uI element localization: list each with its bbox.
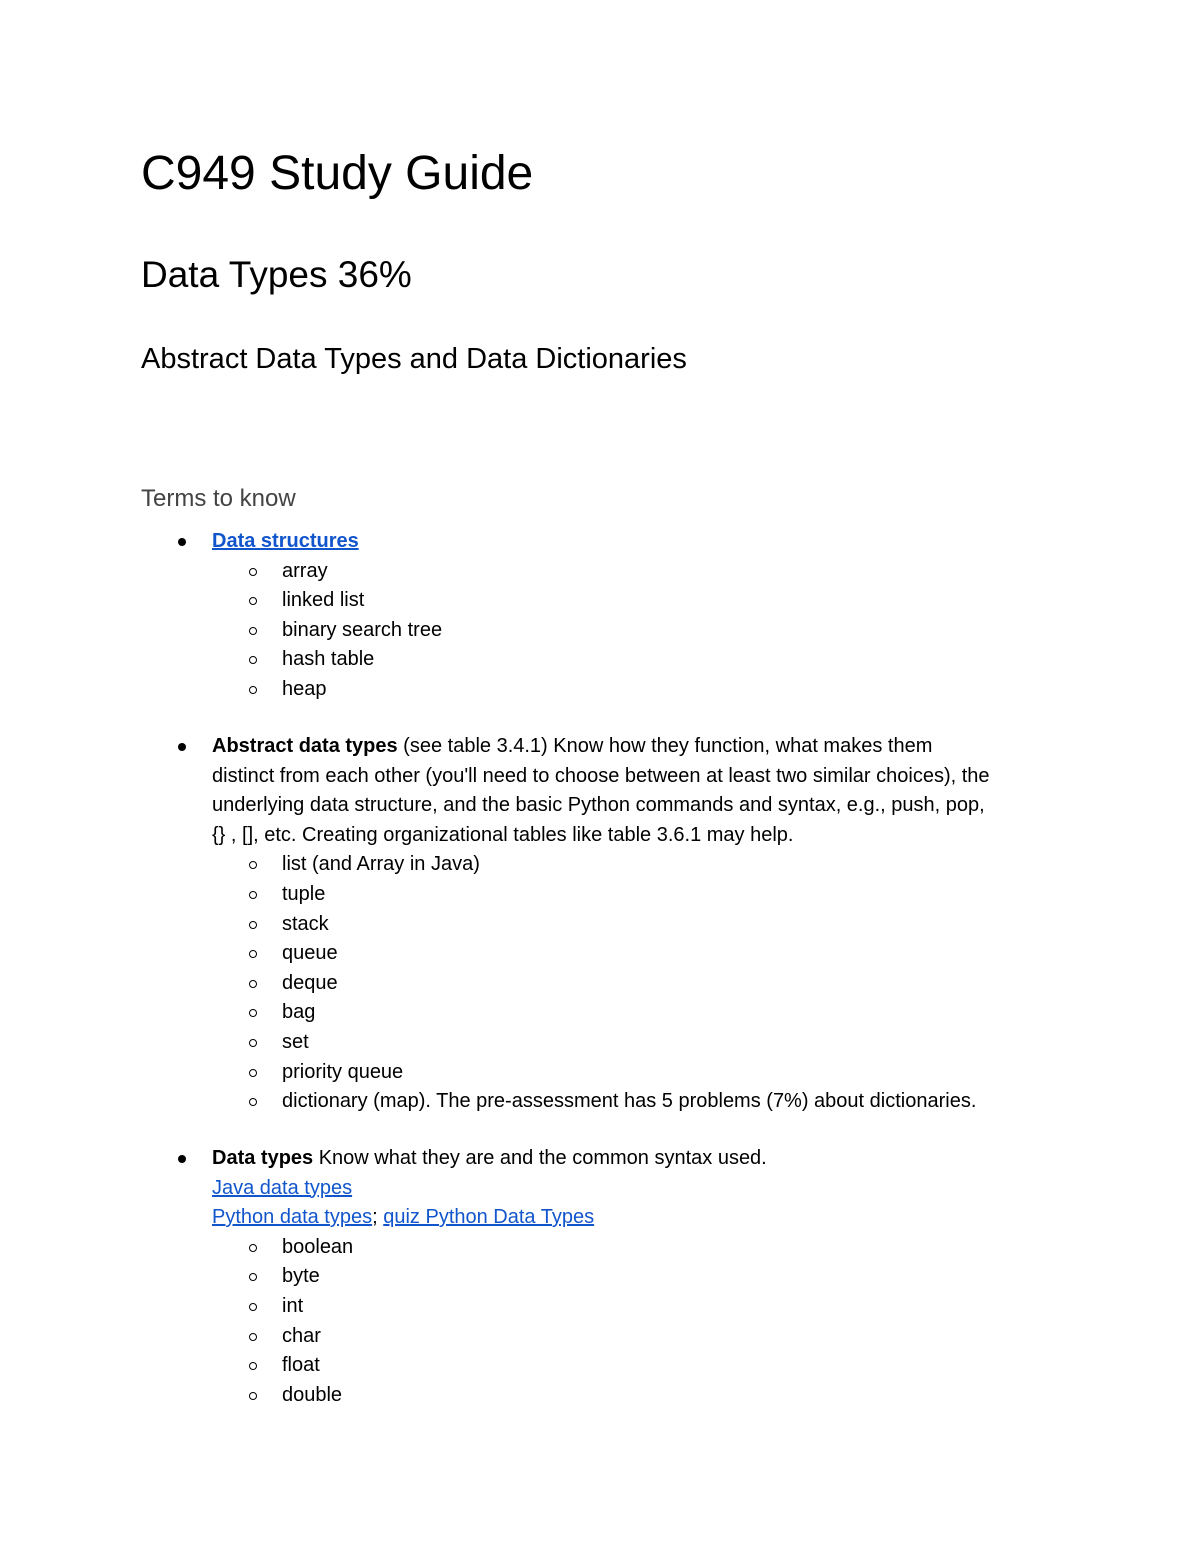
list-item: double [212,1381,1062,1411]
abstract-data-types-line-2: distinct from each other (you'll need to choose between at least two similar choices), the [212,764,990,787]
list-item: tuple [212,880,1062,910]
list-item: hash table [212,645,1062,675]
circle-bullet-icon [249,656,257,664]
list-item: queue [212,939,1062,969]
abstract-data-types-line-4: {} , [], etc. Creating organizational tables like table 3.6.1 may help. [212,823,794,846]
quiz-python-data-types-link[interactable]: quiz Python Data Types [383,1206,595,1229]
abstract-data-types-line-3: underlying data structure, and the basic Python commands and syntax, e.g., push, pop, [212,794,985,817]
list-item: stack [212,910,1062,940]
java-link-line [212,1174,1062,1204]
data-structures-link[interactable]: Data structures [212,530,359,552]
list-item: float [212,1351,1062,1381]
circle-bullet-icon [249,1333,257,1341]
circle-bullet-icon [249,1009,257,1017]
list-item: boolean [212,1233,1062,1263]
circle-bullet-icon [249,980,257,988]
list-item: linked list [212,586,1062,616]
circle-bullet-icon [249,1362,257,1370]
circle-bullet-icon [249,1303,257,1311]
circle-bullet-icon [249,1098,257,1106]
heading-terms-to-know: Terms to know [141,485,296,512]
list-item: list (and Array in Java) [212,850,1062,880]
list-item: binary search tree [212,616,1062,646]
list-item: deque [212,969,1062,999]
data-types-sublist [282,1233,1062,1411]
data-structures-sublist [282,557,1062,705]
list-item: dictionary (map). The pre-assessment has 5 problems (7%) about dictionaries. [212,1087,1062,1117]
abstract-data-types-sublist [282,850,1062,1116]
abstract-data-types-line-1: Abstract data types (see table 3.4.1) Know how they function, what makes them [212,735,933,757]
java-data-types-link[interactable]: Java data types [212,1176,353,1199]
python-link-line: Python data types; quiz Python Data Types [212,1206,595,1229]
python-data-types-link[interactable]: Python data types [212,1206,373,1229]
circle-bullet-icon [249,1244,257,1252]
circle-bullet-icon [249,891,257,899]
circle-bullet-icon [249,1273,257,1281]
list-item: int [212,1292,1062,1322]
bullet-icon [178,538,186,546]
heading-abstract-data-types: Abstract Data Types and Data Dictionaries [141,343,687,375]
list-item: byte [212,1262,1062,1292]
list-item: priority queue [212,1058,1062,1088]
circle-bullet-icon [249,1392,257,1400]
heading-data-types: Data Types 36% [141,254,412,295]
page-title: C949 Study Guide [141,147,534,200]
circle-bullet-icon [249,1069,257,1077]
bullet-icon [178,743,186,751]
circle-bullet-icon [249,1039,257,1047]
abstract-data-types-label: Abstract data types [212,735,398,757]
bullet-data-structures [212,527,1062,705]
circle-bullet-icon [249,950,257,958]
circle-bullet-icon [249,597,257,605]
data-types-line-1: Data types Know what they are and the common syntax used. [212,1147,767,1169]
bullet-icon [178,1155,186,1163]
list-item: array [212,557,1062,587]
data-types-label: Data types [212,1147,314,1169]
bullet-data-types [212,1144,1062,1410]
bullet-abstract-data-types [212,732,1062,1117]
list-item: heap [212,675,1062,705]
circle-bullet-icon [249,568,257,576]
circle-bullet-icon [249,861,257,869]
circle-bullet-icon [249,921,257,929]
circle-bullet-icon [249,686,257,694]
list-item: bag [212,998,1062,1028]
circle-bullet-icon [249,627,257,635]
list-item: char [212,1322,1062,1352]
list-item: set [212,1028,1062,1058]
